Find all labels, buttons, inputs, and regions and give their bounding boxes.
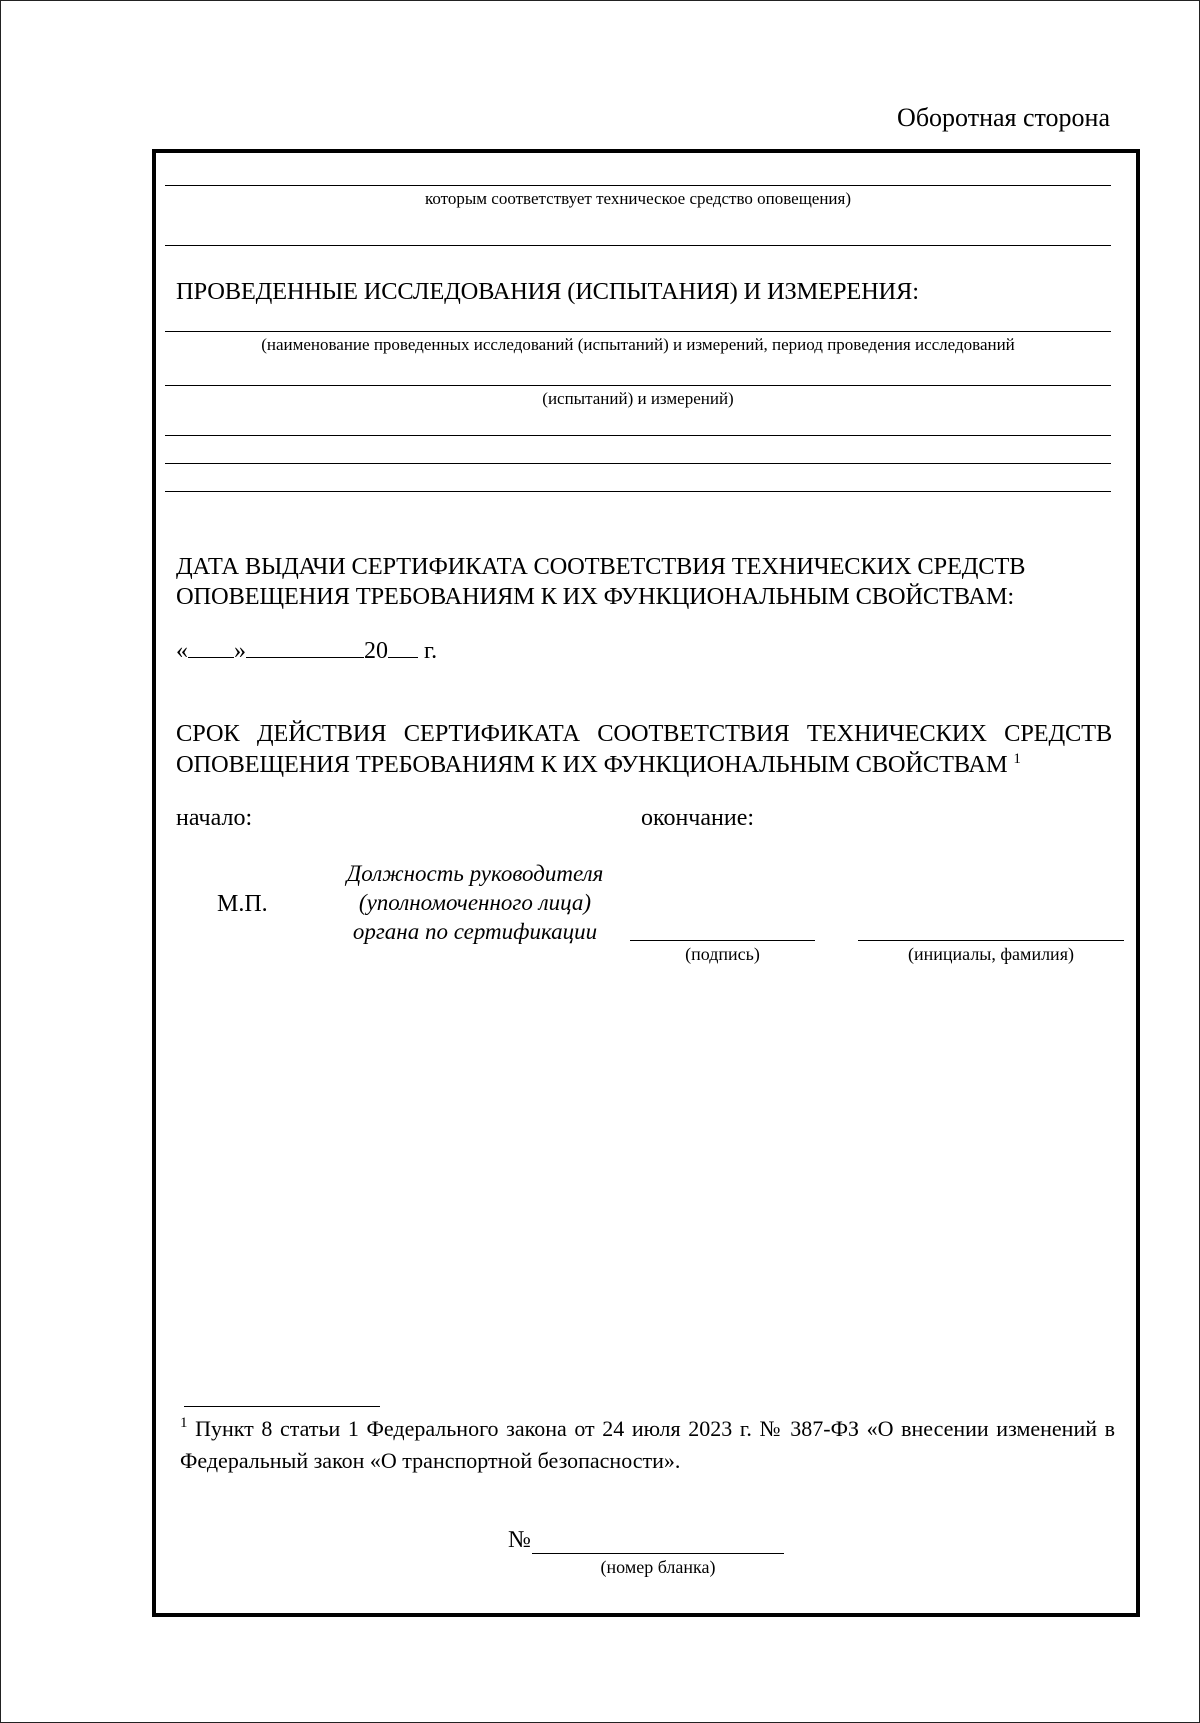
fill-line xyxy=(165,245,1111,246)
form-number-symbol: № xyxy=(508,1527,531,1553)
fill-line xyxy=(165,435,1111,436)
date-open-quote: « xyxy=(176,638,188,664)
month-blank[interactable] xyxy=(246,637,364,658)
fill-line xyxy=(165,491,1111,492)
position-line-3: органа по сертификации xyxy=(352,919,598,944)
validity-title-2 xyxy=(176,749,1021,781)
fill-line xyxy=(165,331,1111,332)
form-number-caption: (номер бланка) xyxy=(600,1557,716,1577)
year-suffix: г. xyxy=(424,638,438,664)
issue-date-title-1: ДАТА ВЫДАЧИ СЕРТИФИКАТА СООТВЕТСТВИЯ ТЕХНИЧЕСКИХ СРЕДСТВ xyxy=(176,553,1026,580)
validity-title-1: СРОК ДЕЙСТВИЯ СЕРТИФИКАТА СООТВЕТСТВИЯ ТЕХНИЧЕСКИХ СРЕДСТВ xyxy=(176,720,1112,747)
year-blank[interactable] xyxy=(388,637,418,658)
issue-date-field[interactable] xyxy=(176,637,437,665)
standards-caption: которым соответствует техническое средство оповещения) xyxy=(424,189,852,208)
signature-caption: (подпись) xyxy=(685,944,760,964)
fill-line xyxy=(165,463,1111,464)
validity-title-2-text: ОПОВЕЩЕНИЯ ТРЕБОВАНИЯМ К ИХ ФУНКЦИОНАЛЬНЫМ СВОЙСТВАМ xyxy=(176,751,1008,778)
signature-line[interactable] xyxy=(630,940,815,941)
footnote-text: Пункт 8 статьи 1 Федерального закона от 24 июля 2023 г. № 387-ФЗ «О внесении изменений в Федеральный закон «О транспортной безопасности». xyxy=(180,1416,1116,1473)
research-caption-2: (испытаний) и измерений) xyxy=(542,389,734,408)
reverse-side-label: Оборотная сторона xyxy=(897,103,1110,132)
research-title: ПРОВЕДЕННЫЕ ИССЛЕДОВАНИЯ (ИСПЫТАНИЯ) И ИЗМЕРЕНИЯ: xyxy=(176,278,919,305)
name-caption: (инициалы, фамилия) xyxy=(908,944,1074,964)
date-close-quote: » xyxy=(234,638,246,664)
issue-date-title-2: ОПОВЕЩЕНИЯ ТРЕБОВАНИЯМ К ИХ ФУНКЦИОНАЛЬНЫМ СВОЙСТВАМ: xyxy=(176,583,1015,610)
fill-line xyxy=(165,385,1111,386)
footnote-number: 1 xyxy=(180,1415,188,1431)
footnote-separator xyxy=(184,1406,380,1407)
document-frame xyxy=(152,149,1140,1617)
position-line-1: Должность руководителя xyxy=(346,861,604,886)
stamp-label: М.П. xyxy=(217,891,268,917)
form-number-line[interactable] xyxy=(532,1553,784,1554)
research-caption-1: (наименование проведенных исследований (испытаний) и измерений, период проведения исследований xyxy=(261,335,1015,354)
name-line[interactable] xyxy=(858,940,1124,941)
position-line-2: (уполномоченного лица) xyxy=(358,890,592,915)
footnote-reference: 1 xyxy=(1013,751,1021,767)
start-label: начало: xyxy=(176,805,253,831)
day-blank[interactable] xyxy=(188,637,234,658)
year-prefix: 20 xyxy=(364,638,388,664)
official-position xyxy=(320,859,630,946)
fill-line xyxy=(165,185,1111,186)
footnote xyxy=(180,1413,1115,1477)
end-label: окончание: xyxy=(641,805,755,831)
